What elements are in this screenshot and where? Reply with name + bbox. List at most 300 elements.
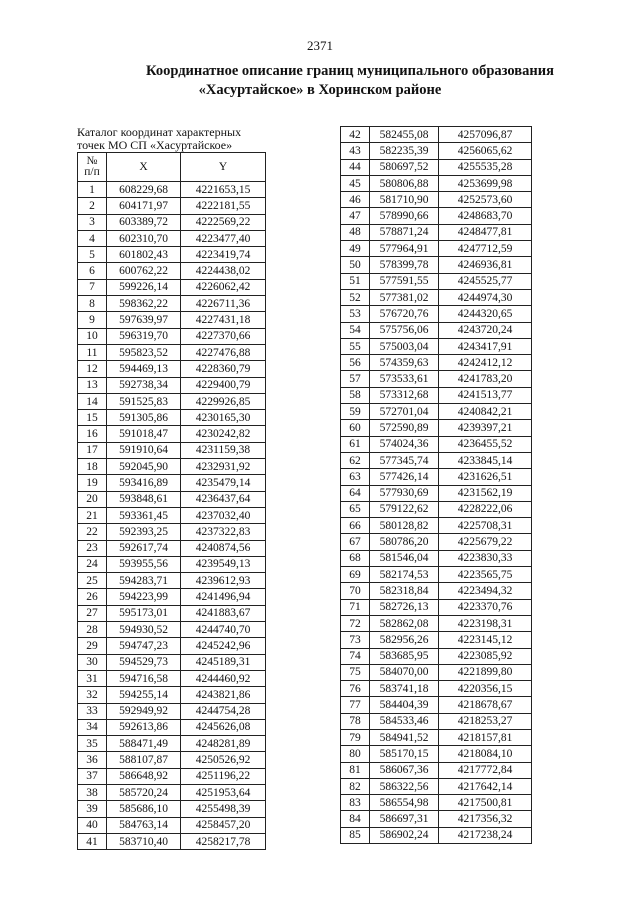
table-row: [78, 426, 266, 442]
coord-y: 4245189,31: [181, 654, 266, 670]
coord-y: 4231562,19: [439, 485, 532, 501]
point-number: 67: [341, 534, 370, 550]
table-row: [341, 664, 532, 680]
coord-y: 4256065,62: [439, 143, 532, 159]
table-row: [341, 778, 532, 794]
coord-x: 594283,71: [107, 573, 181, 589]
point-number: 33: [78, 703, 107, 719]
point-number: 59: [341, 404, 370, 420]
coord-y: 4220356,15: [439, 681, 532, 697]
coord-y: 4221899,80: [439, 664, 532, 680]
coord-x: 599226,14: [107, 279, 181, 295]
point-number: 65: [341, 501, 370, 517]
table-row: [341, 599, 532, 615]
table-row: [341, 534, 532, 550]
coord-y: 4255498,39: [181, 801, 266, 817]
coord-x: 576720,76: [370, 306, 439, 322]
coord-y: 4223477,40: [181, 230, 266, 246]
coord-x: 581546,04: [370, 550, 439, 566]
point-number: 64: [341, 485, 370, 501]
table-row: [341, 681, 532, 697]
table-row: [78, 736, 266, 752]
point-number: 70: [341, 583, 370, 599]
coord-x: 582956,26: [370, 632, 439, 648]
coord-x: 577381,02: [370, 289, 439, 305]
coord-y: 4230165,30: [181, 410, 266, 426]
coord-x: 584763,14: [107, 817, 181, 833]
coord-y: 4222569,22: [181, 214, 266, 230]
point-number: 2: [78, 198, 107, 214]
table-row: [78, 410, 266, 426]
coord-x: 575756,06: [370, 322, 439, 338]
coord-y: 4244974,30: [439, 289, 532, 305]
coord-x: 593416,89: [107, 475, 181, 491]
coord-y: 4230242,82: [181, 426, 266, 442]
table-row: [78, 344, 266, 360]
coord-x: 583741,18: [370, 681, 439, 697]
coord-y: 4258217,78: [181, 833, 266, 849]
coord-x: 586322,56: [370, 778, 439, 794]
point-number: 12: [78, 361, 107, 377]
table-row: [78, 622, 266, 638]
coord-x: 578399,78: [370, 257, 439, 273]
page-number: 2371: [307, 38, 333, 53]
coord-y: 4229400,79: [181, 377, 266, 393]
coord-y: 4244754,28: [181, 703, 266, 719]
table-row: [341, 713, 532, 729]
point-number: 46: [341, 192, 370, 208]
table-row: [341, 322, 532, 338]
coord-y: 4218157,81: [439, 729, 532, 745]
coord-y: 4243417,91: [439, 338, 532, 354]
table-row: [78, 459, 266, 475]
coord-y: 4224438,02: [181, 263, 266, 279]
point-number: 6: [78, 263, 107, 279]
coord-y: 4245626,08: [181, 719, 266, 735]
table-row: [78, 312, 266, 328]
coord-x: 577930,69: [370, 485, 439, 501]
coord-y: 4241513,77: [439, 387, 532, 403]
coord-x: 592393,25: [107, 524, 181, 540]
table-row: [78, 638, 266, 654]
point-number: 75: [341, 664, 370, 680]
table-row: [78, 801, 266, 817]
point-number: 47: [341, 208, 370, 224]
table-row: [78, 491, 266, 507]
point-number: 53: [341, 306, 370, 322]
point-number: 16: [78, 426, 107, 442]
point-number: 13: [78, 377, 107, 393]
coord-y: 4255535,28: [439, 159, 532, 175]
point-number: 37: [78, 768, 107, 784]
coord-y: 4237032,40: [181, 507, 266, 523]
coord-y: 4217238,24: [439, 827, 532, 843]
coord-x: 579122,62: [370, 501, 439, 517]
table-row: [341, 762, 532, 778]
table-row: [78, 687, 266, 703]
table-row: [78, 507, 266, 523]
coord-y: 4245242,96: [181, 638, 266, 654]
coord-y: 4240842,21: [439, 404, 532, 420]
table-row: [341, 289, 532, 305]
coord-x: 580128,82: [370, 518, 439, 534]
coord-y: 4217772,84: [439, 762, 532, 778]
table-row: [341, 615, 532, 631]
coord-y: 4223565,75: [439, 567, 532, 583]
table-row: [341, 355, 532, 371]
coord-x: 594469,13: [107, 361, 181, 377]
point-number: 29: [78, 638, 107, 654]
point-number: 45: [341, 175, 370, 191]
coord-x: 586648,92: [107, 768, 181, 784]
table-row: [78, 817, 266, 833]
coord-x: 592949,92: [107, 703, 181, 719]
table-row: [341, 127, 532, 143]
coord-x: 594223,99: [107, 589, 181, 605]
table-row: [78, 230, 266, 246]
coord-x: 573533,61: [370, 371, 439, 387]
coord-x: 597639,97: [107, 312, 181, 328]
coord-x: 608229,68: [107, 182, 181, 198]
coord-y: 4236437,64: [181, 491, 266, 507]
coord-x: 593361,45: [107, 507, 181, 523]
coord-x: 600762,22: [107, 263, 181, 279]
point-number: 61: [341, 436, 370, 452]
coord-x: 577426,14: [370, 469, 439, 485]
table-row: [78, 589, 266, 605]
point-number: 27: [78, 605, 107, 621]
coord-x: 572701,04: [370, 404, 439, 420]
coord-x: 592613,86: [107, 719, 181, 735]
coord-y: 4244740,70: [181, 622, 266, 638]
table-row: [341, 404, 532, 420]
table-row: [78, 279, 266, 295]
point-number: 23: [78, 540, 107, 556]
table-row: [341, 371, 532, 387]
coord-y: 4229926,85: [181, 393, 266, 409]
coord-x: 593955,56: [107, 556, 181, 572]
point-number: 55: [341, 338, 370, 354]
coord-y: 4223830,33: [439, 550, 532, 566]
point-number: 42: [341, 127, 370, 143]
coord-y: 4241783,20: [439, 371, 532, 387]
coord-y: 4241496,94: [181, 589, 266, 605]
table-row: [341, 583, 532, 599]
coord-x: 594930,52: [107, 622, 181, 638]
point-number: 10: [78, 328, 107, 344]
table-row: [78, 540, 266, 556]
coord-x: 604171,97: [107, 198, 181, 214]
coord-x: 586554,98: [370, 795, 439, 811]
coord-y: 4227476,88: [181, 344, 266, 360]
coord-x: 580697,52: [370, 159, 439, 175]
header-x: X: [107, 153, 181, 182]
point-number: 32: [78, 687, 107, 703]
header-number-line1: №: [86, 155, 98, 167]
coord-x: 591525,83: [107, 393, 181, 409]
header-number: [78, 153, 107, 182]
point-number: 48: [341, 224, 370, 240]
point-number: 43: [341, 143, 370, 159]
table-row: [341, 241, 532, 257]
point-number: 40: [78, 817, 107, 833]
coord-y: 4252573,60: [439, 192, 532, 208]
point-number: 30: [78, 654, 107, 670]
coord-x: 577591,55: [370, 273, 439, 289]
coord-x: 584070,00: [370, 664, 439, 680]
coord-x: 601802,43: [107, 247, 181, 263]
table-row: [341, 452, 532, 468]
point-number: 80: [341, 746, 370, 762]
coord-x: 583710,40: [107, 833, 181, 849]
coord-y: 4221653,15: [181, 182, 266, 198]
coord-x: 591305,86: [107, 410, 181, 426]
table-row: [78, 784, 266, 800]
coord-x: 594529,73: [107, 654, 181, 670]
coord-x: 585170,15: [370, 746, 439, 762]
table-row: [341, 257, 532, 273]
table-row: [341, 436, 532, 452]
table-row: [78, 296, 266, 312]
header-number-line2: п/п: [84, 166, 100, 178]
coord-y: 4218678,67: [439, 697, 532, 713]
point-number: 38: [78, 784, 107, 800]
coord-x: 594255,14: [107, 687, 181, 703]
coord-y: 4225708,31: [439, 518, 532, 534]
point-number: 35: [78, 736, 107, 752]
coord-x: 583685,95: [370, 648, 439, 664]
point-number: 76: [341, 681, 370, 697]
point-number: 54: [341, 322, 370, 338]
coord-x: 595823,52: [107, 344, 181, 360]
coord-y: 4248281,89: [181, 736, 266, 752]
table-row: [341, 192, 532, 208]
coord-y: 4240874,56: [181, 540, 266, 556]
table-row: [341, 469, 532, 485]
coord-y: 4227370,66: [181, 328, 266, 344]
point-number: 14: [78, 393, 107, 409]
point-number: 34: [78, 719, 107, 735]
coord-y: 4233845,14: [439, 452, 532, 468]
coord-x: 573312,68: [370, 387, 439, 403]
table-row: [78, 263, 266, 279]
point-number: 56: [341, 355, 370, 371]
table-row: [341, 501, 532, 517]
table-row: [78, 328, 266, 344]
coord-y: 4243720,24: [439, 322, 532, 338]
table-row: [78, 393, 266, 409]
coord-y: 4257096,87: [439, 127, 532, 143]
table-row: [341, 159, 532, 175]
table-row: [341, 224, 532, 240]
coord-y: 4250526,92: [181, 752, 266, 768]
coord-x: 580806,88: [370, 175, 439, 191]
table-row: [78, 475, 266, 491]
table-row: [341, 811, 532, 827]
coord-y: 4218084,10: [439, 746, 532, 762]
coord-x: 577345,74: [370, 452, 439, 468]
point-number: 28: [78, 622, 107, 638]
table-row: [78, 377, 266, 393]
point-number: 3: [78, 214, 107, 230]
coord-x: 584533,46: [370, 713, 439, 729]
coord-x: 572590,89: [370, 420, 439, 436]
coord-y: 4243821,86: [181, 687, 266, 703]
page-title: [0, 62, 640, 100]
table-row: [341, 518, 532, 534]
coord-y: 4239397,21: [439, 420, 532, 436]
point-number: 71: [341, 599, 370, 615]
point-number: 21: [78, 507, 107, 523]
table-row: [78, 719, 266, 735]
table-row: [78, 573, 266, 589]
point-number: 20: [78, 491, 107, 507]
coord-y: 4227431,18: [181, 312, 266, 328]
coord-x: 596319,70: [107, 328, 181, 344]
table-row: [78, 214, 266, 230]
table-row: [341, 567, 532, 583]
table-row: [341, 746, 532, 762]
table-caption: Каталог координат характерных точек МО СП «Хасуртайское»: [77, 125, 242, 152]
table-row: [341, 338, 532, 354]
point-number: 41: [78, 833, 107, 849]
point-number: 63: [341, 469, 370, 485]
point-number: 18: [78, 459, 107, 475]
table-row: [341, 273, 532, 289]
table-row: [78, 182, 266, 198]
point-number: 73: [341, 632, 370, 648]
point-number: 7: [78, 279, 107, 295]
coord-x: 582726,13: [370, 599, 439, 615]
coord-x: 594716,58: [107, 670, 181, 686]
coord-y: 4228222,06: [439, 501, 532, 517]
point-number: 15: [78, 410, 107, 426]
coord-y: 4222181,55: [181, 198, 266, 214]
table-row: [78, 752, 266, 768]
coord-x: 591018,47: [107, 426, 181, 442]
table-row: [341, 485, 532, 501]
point-number: 79: [341, 729, 370, 745]
table-header-row: [78, 153, 266, 182]
point-number: 1: [78, 182, 107, 198]
coord-x: 595173,01: [107, 605, 181, 621]
coord-x: 581710,90: [370, 192, 439, 208]
table-row: [78, 703, 266, 719]
point-number: 39: [78, 801, 107, 817]
table-row: [341, 143, 532, 159]
coord-x: 594747,23: [107, 638, 181, 654]
table-row: [341, 306, 532, 322]
coord-x: 574359,63: [370, 355, 439, 371]
coord-y: 4223085,92: [439, 648, 532, 664]
table-row: [78, 768, 266, 784]
coord-y: 4242412,12: [439, 355, 532, 371]
table-row: [78, 198, 266, 214]
coord-x: 588107,87: [107, 752, 181, 768]
coord-x: 582235,39: [370, 143, 439, 159]
point-number: 68: [341, 550, 370, 566]
point-number: 62: [341, 452, 370, 468]
point-number: 84: [341, 811, 370, 827]
coord-y: 4228360,79: [181, 361, 266, 377]
coord-x: 592738,34: [107, 377, 181, 393]
point-number: 44: [341, 159, 370, 175]
point-number: 25: [78, 573, 107, 589]
coord-x: 591910,64: [107, 442, 181, 458]
coord-y: 4244460,92: [181, 670, 266, 686]
coord-x: 578871,24: [370, 224, 439, 240]
point-number: 51: [341, 273, 370, 289]
coord-y: 4246936,81: [439, 257, 532, 273]
coord-y: 4247712,59: [439, 241, 532, 257]
coord-y: 4217356,32: [439, 811, 532, 827]
point-number: 72: [341, 615, 370, 631]
point-number: 82: [341, 778, 370, 794]
point-number: 22: [78, 524, 107, 540]
coord-x: 586902,24: [370, 827, 439, 843]
table-row: [341, 175, 532, 191]
point-number: 52: [341, 289, 370, 305]
coord-y: 4226062,42: [181, 279, 266, 295]
coord-x: 584941,52: [370, 729, 439, 745]
coord-y: 4218253,27: [439, 713, 532, 729]
coord-y: 4231626,51: [439, 469, 532, 485]
coord-x: 582455,08: [370, 127, 439, 143]
coord-x: 586697,31: [370, 811, 439, 827]
point-number: 83: [341, 795, 370, 811]
coord-y: 4245525,77: [439, 273, 532, 289]
coord-x: 574024,36: [370, 436, 439, 452]
table-row: [78, 247, 266, 263]
table-row: [341, 697, 532, 713]
coordinates-table-right: [340, 126, 532, 844]
table-row: [341, 632, 532, 648]
table-row: [341, 648, 532, 664]
coord-x: 592617,74: [107, 540, 181, 556]
coord-x: 577964,91: [370, 241, 439, 257]
coord-y: 4239549,13: [181, 556, 266, 572]
point-number: 74: [341, 648, 370, 664]
point-number: 5: [78, 247, 107, 263]
point-number: 60: [341, 420, 370, 436]
table-row: [78, 670, 266, 686]
coord-y: 4217642,14: [439, 778, 532, 794]
point-number: 58: [341, 387, 370, 403]
coord-y: 4244320,65: [439, 306, 532, 322]
coord-y: 4253699,98: [439, 175, 532, 191]
coord-y: 4239612,93: [181, 573, 266, 589]
point-number: 49: [341, 241, 370, 257]
table-row: [78, 442, 266, 458]
table-row: [78, 833, 266, 849]
header-y: Y: [181, 153, 266, 182]
table-row: [78, 654, 266, 670]
table-row: [341, 729, 532, 745]
table-row: [341, 550, 532, 566]
coord-x: 602310,70: [107, 230, 181, 246]
coord-x: 586067,36: [370, 762, 439, 778]
coord-x: 578990,66: [370, 208, 439, 224]
point-number: 50: [341, 257, 370, 273]
point-number: 77: [341, 697, 370, 713]
point-number: 78: [341, 713, 370, 729]
coord-x: 598362,22: [107, 296, 181, 312]
coord-y: 4223145,12: [439, 632, 532, 648]
coord-y: 4236455,52: [439, 436, 532, 452]
coord-x: 582318,84: [370, 583, 439, 599]
coord-y: 4226711,36: [181, 296, 266, 312]
point-number: 36: [78, 752, 107, 768]
